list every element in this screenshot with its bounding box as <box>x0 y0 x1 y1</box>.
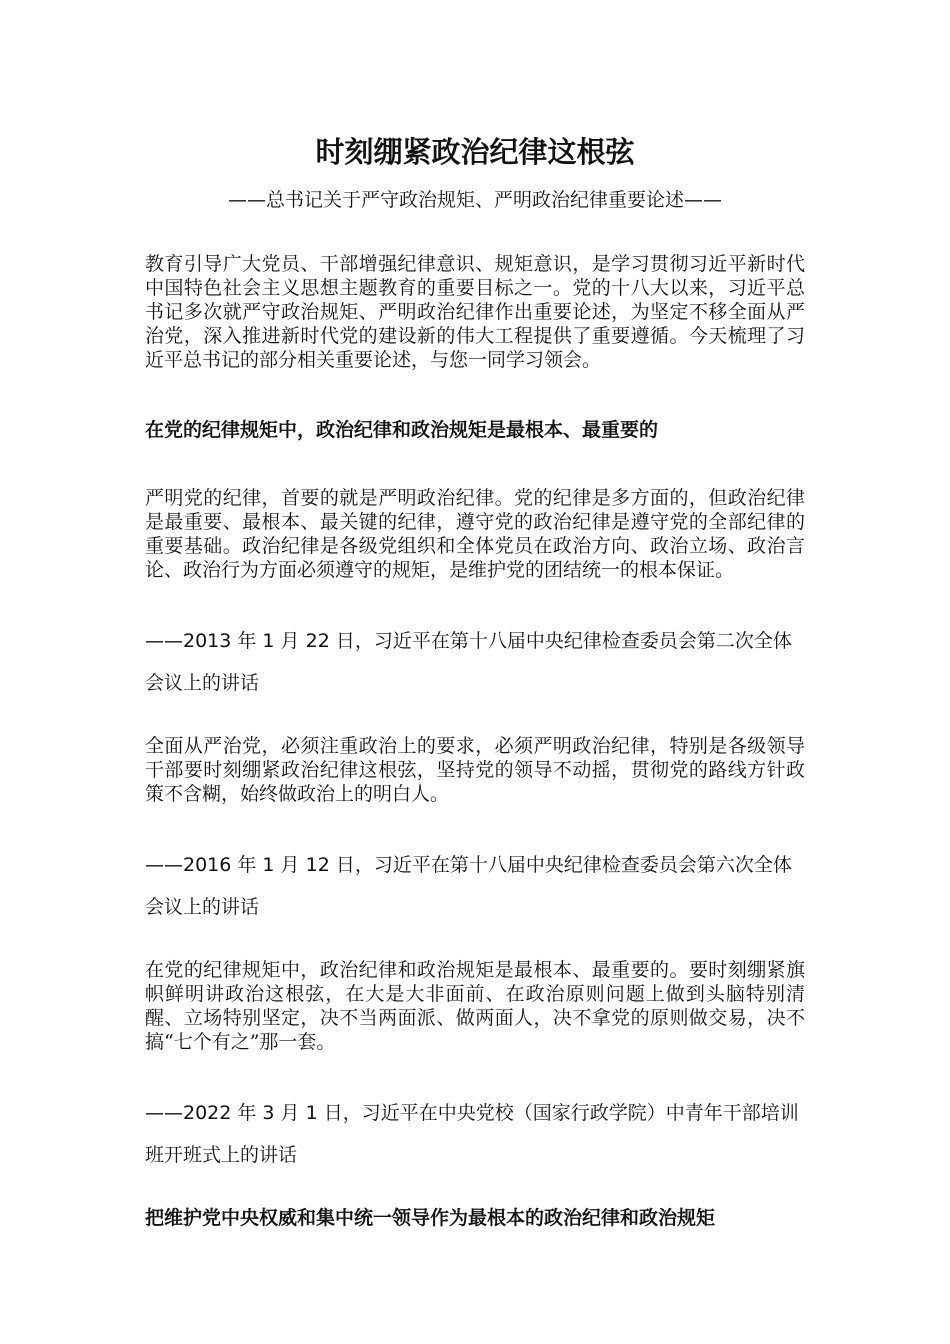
document-body <box>145 252 805 1274</box>
quote-paragraph: 在党的纪律规矩中，政治纪律和政治规矩是最根本、最重要的。要时刻绷紧旗帜鲜明讲政治这根弦，在大是大非面前、在政治原则问题上做到头脑特别清醒、立场特别坚定，决不当两面派、做两面人，决不拿党的原则做交易，决不搞“七个有之”那一套。 <box>145 959 805 1053</box>
quote-paragraph: 严明党的纪律，首要的就是严明政治纪律。党的纪律是多方面的，但政治纪律是最重要、最根本、最关键的纪律，遵守党的政治纪律是遵守党的全部纪律的重要基础。政治纪律是各级党组织和全体党员在政治方向、政治立场、政治言论、政治行为方面必须遵守的规矩，是维护党的团结统一的根本保证。 <box>145 487 805 581</box>
document-subtitle: ——总书记关于严守政治规矩、严明政治纪律重要论述—— <box>227 189 722 211</box>
quote-source: ——2016 年 1 月 12 日，习近平在第十八届中央纪律检查委员会第六次全体会议上的讲话 <box>145 854 792 918</box>
quote-source: ——2022 年 3 月 1 日，习近平在中央党校（国家行政学院）中青年干部培训班开班式上的讲话 <box>145 1102 799 1166</box>
quote-source: ——2013 年 1 月 22 日，习近平在第十八届中央纪律检查委员会第二次全体会议上的讲话 <box>145 630 792 694</box>
quote-paragraph: 全面从严治党，必须注重政治上的要求，必须严明政治纪律，特别是各级领导干部要时刻绷紧政治纪律这根弦，坚持党的领导不动摇，贯彻党的路线方针政策不含糊，始终做政治上的明白人。 <box>145 735 805 805</box>
intro-paragraph: 教育引导广大党员、干部增强纪律意识、规矩意识，是学习贯彻习近平新时代中国特色社会主义思想主题教育的重要目标之一。党的十八大以来，习近平总书记多次就严守政治规矩、严明政治纪律作出重要论述，为坚定不移全面从严治党，深入推进新时代党的建设新的伟大工程提供了重要遵循。今天梳理了习近平总书记的部分相关重要论述，与您一同学习领会。 <box>145 253 805 371</box>
section-heading: 把维护党中央权威和集中统一领导作为最根本的政治纪律和政治规矩 <box>145 1207 716 1229</box>
section-heading: 在党的纪律规矩中，政治纪律和政治规矩是最根本、最重要的 <box>145 419 659 441</box>
document-title: 时刻绷紧政治纪律这根弦 <box>315 135 635 169</box>
